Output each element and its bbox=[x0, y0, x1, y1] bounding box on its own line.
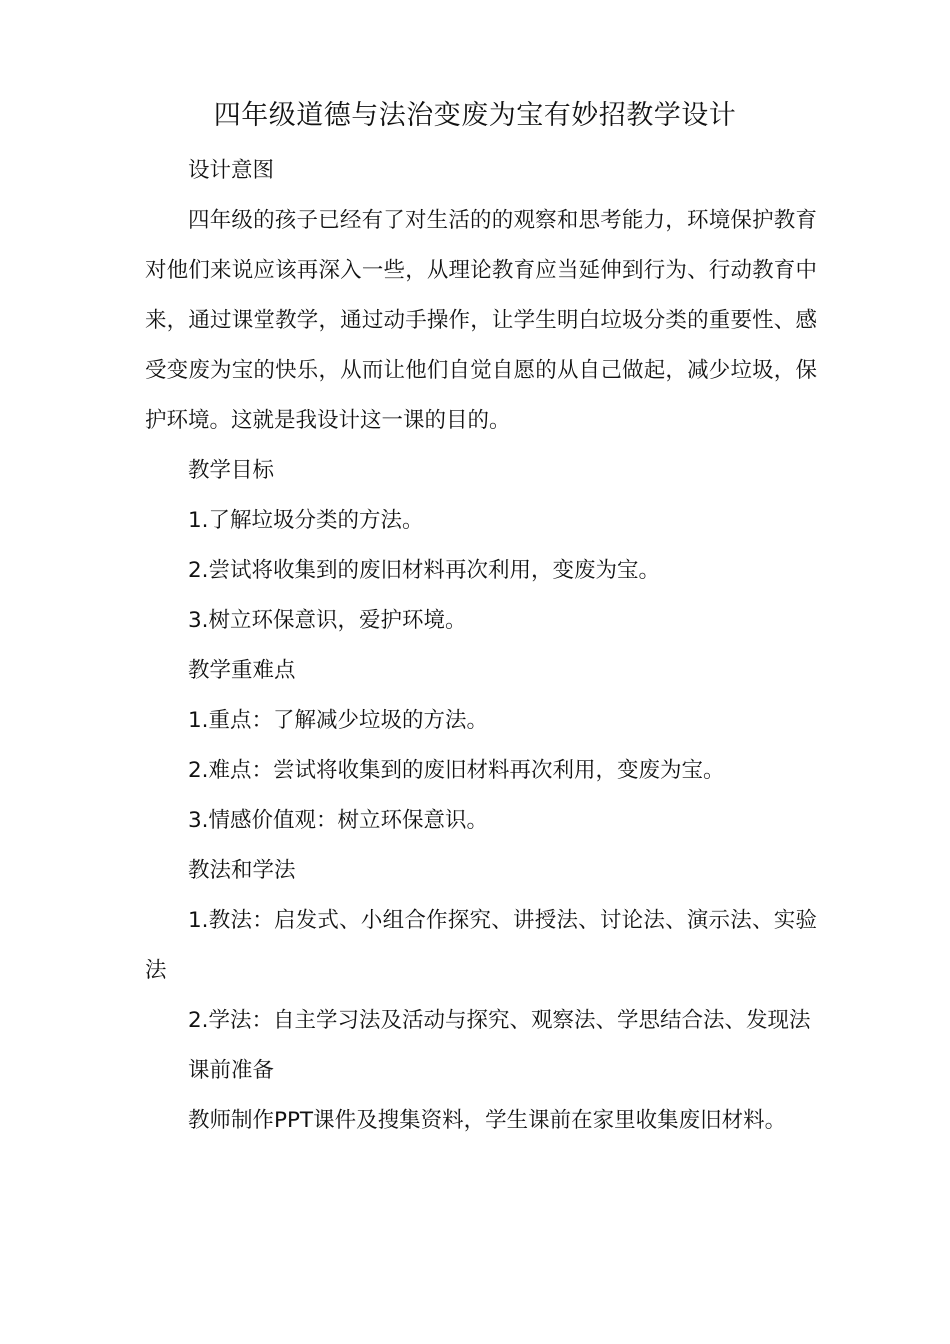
list-item-goal-1: 1.了解垃圾分类的方法。 bbox=[188, 508, 424, 533]
list-item-key-point-2: 2.难点：尝试将收集到的废旧材料再次利用，变废为宝。 bbox=[188, 758, 725, 783]
list-item-key-point-1: 1.重点：了解减少垃圾的方法。 bbox=[188, 708, 489, 733]
list-item-method-2: 2.学法：自主学习法及活动与探究、观察法、学思结合法、发现法 bbox=[188, 1008, 811, 1033]
paragraph-design-intent: 四年级的孩子已经有了对生活的的观察和思考能力，环境保护教育对他们来说应该再深入一些，从理论教育应当延伸到行为、行动教育中来，通过课堂教学，通过动手操作，让学生明白垃圾分类的重要性、感受变废为宝的快乐，从而让他们自觉自愿的从自己做起，减少垃圾，保护环境。这就是我设计这一课的目的。 bbox=[145, 208, 817, 433]
paragraph-preparation: 教师制作PPT课件及搜集资料，学生课前在家里收集废旧材料。 bbox=[188, 1108, 787, 1133]
list-item-key-point-3: 3.情感价值观：树立环保意识。 bbox=[188, 808, 489, 833]
list-item-method-1: 1.教法：启发式、小组合作探究、讲授法、讨论法、演示法、实验法 bbox=[145, 908, 817, 983]
section-heading-design-intent: 设计意图 bbox=[188, 158, 275, 183]
section-heading-key-points: 教学重难点 bbox=[188, 658, 296, 683]
document-body bbox=[145, 146, 817, 1146]
section-heading-methods: 教法和学法 bbox=[188, 858, 296, 883]
document-title: 四年级道德与法治变废为宝有妙招教学设计 bbox=[213, 100, 737, 131]
list-item-goal-3: 3.树立环保意识，爱护环境。 bbox=[188, 608, 467, 633]
list-item-goal-2: 2.尝试将收集到的废旧材料再次利用，变废为宝。 bbox=[188, 558, 661, 583]
section-heading-teaching-goals: 教学目标 bbox=[188, 458, 275, 483]
section-heading-preparation: 课前准备 bbox=[188, 1058, 275, 1083]
